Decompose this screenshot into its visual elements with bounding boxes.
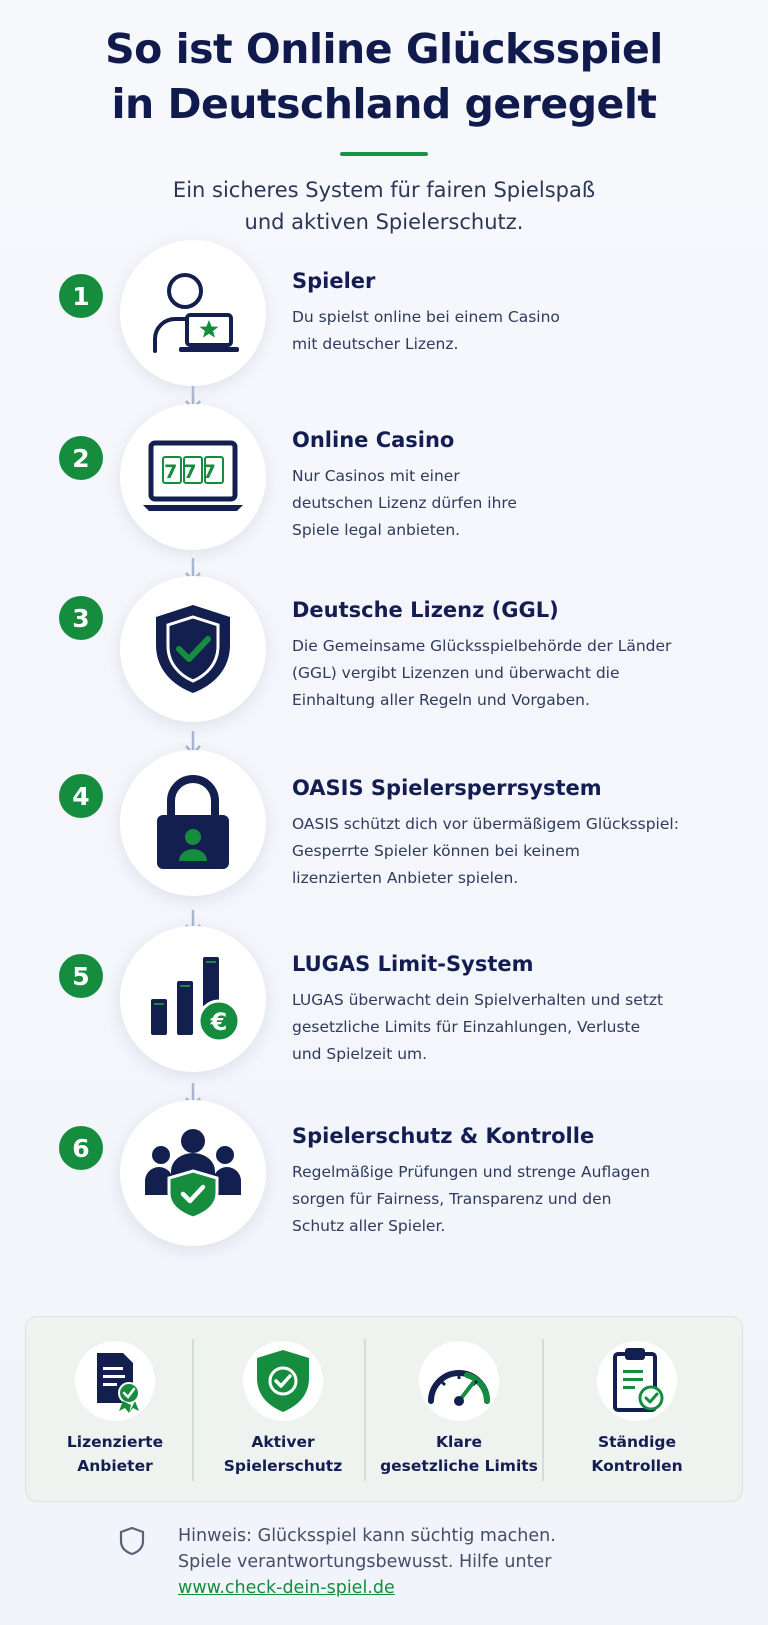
title-line-2: in Deutschland geregelt <box>111 80 657 128</box>
licensed-document-icon <box>75 1341 155 1421</box>
euro-symbol: € <box>210 1008 228 1036</box>
step-number-badge: 3 <box>59 596 103 640</box>
step-number-badge: 4 <box>59 774 103 818</box>
speedometer-icon <box>419 1341 499 1421</box>
step-number-badge: 5 <box>59 954 103 998</box>
step-oasis <box>0 748 768 908</box>
step-title: Spieler <box>292 269 376 293</box>
group-shield-icon <box>120 1100 266 1246</box>
step-title: Online Casino <box>292 428 455 452</box>
step-lugas <box>0 926 768 1086</box>
help-link[interactable]: www.check-dein-spiel.de <box>178 1578 395 1598</box>
step-title: OASIS Spielersperrsystem <box>292 776 602 800</box>
step-description: Nur Casinos mit einer deutschen Lizenz dürfen ihre Spiele legal anbieten. <box>292 467 517 539</box>
notice-line-2: Spiele verantwortungsbewusst. Hilfe unter <box>178 1552 552 1572</box>
player-laptop-icon <box>120 240 266 386</box>
subtitle-line-2: und aktiven Spielerschutz. <box>244 210 524 234</box>
step-title: Deutsche Lizenz (GGL) <box>292 598 559 622</box>
notice-line-1: Hinweis: Glücksspiel kann süchtig machen. <box>178 1526 556 1546</box>
feature-label: Aktiver Spielerschutz <box>223 1433 343 1475</box>
feature-label: Ständige Kontrollen <box>591 1433 683 1475</box>
step-title: Spielerschutz & Kontrolle <box>292 1124 595 1148</box>
step-description: Du spielst online bei einem Casino mit deutscher Lizenz. <box>292 308 560 353</box>
step-description: OASIS schützt dich vor übermäßigem Glücksspiel: Gesperrte Spieler können bei keinem lizenzierten Anbieter spielen. <box>292 815 679 887</box>
feature-label: Klare gesetzliche Limits <box>380 1433 538 1475</box>
feature-constant-controls <box>548 1317 726 1503</box>
bar-chart-euro-icon <box>120 926 266 1072</box>
step-german-license <box>0 574 768 734</box>
step-number-badge: 1 <box>59 274 103 318</box>
features-panel <box>25 1316 743 1502</box>
feature-divider <box>364 1339 366 1481</box>
shield-check-icon <box>243 1341 323 1421</box>
step-title: LUGAS Limit-System <box>292 952 534 976</box>
feature-licensed-providers <box>26 1317 204 1503</box>
subtitle-line-1: Ein sicheres System für fairen Spielspaß <box>172 178 596 202</box>
step-online-casino <box>0 402 768 562</box>
padlock-user-icon <box>120 750 266 896</box>
title-underline <box>340 152 428 156</box>
title-line-1: So ist Online Glücksspiel <box>105 25 663 73</box>
step-number-badge: 6 <box>59 1126 103 1170</box>
step-description: Die Gemeinsame Glücksspielbehörde der Länder (GGL) vergibt Lizenzen und überwacht die Einhaltung aller Regeln und Vorgaben. <box>292 637 672 709</box>
page-subtitle <box>0 174 768 238</box>
feature-clear-limits <box>370 1317 548 1503</box>
step-number-badge: 2 <box>59 436 103 480</box>
feature-label: Lizenzierte Anbieter <box>66 1433 164 1475</box>
feature-active-protection <box>194 1317 372 1503</box>
shield-check-icon <box>120 576 266 722</box>
page-title <box>0 22 768 132</box>
step-description: LUGAS überwacht dein Spielverhalten und setzt gesetzliche Limits für Einzahlungen, Verluste und Spielzeit um. <box>292 991 664 1063</box>
slot-laptop-icon <box>120 404 266 550</box>
slot-digits: 777 <box>164 461 222 483</box>
shield-outline-icon <box>118 1526 146 1556</box>
step-player-protection <box>0 1098 768 1258</box>
step-player <box>0 238 768 398</box>
responsible-gambling-notice <box>178 1523 698 1601</box>
feature-divider <box>542 1339 544 1481</box>
clipboard-check-icon <box>597 1341 677 1421</box>
step-description: Regelmäßige Prüfungen und strenge Auflagen sorgen für Fairness, Transparenz und den Schutz aller Spieler. <box>292 1163 650 1235</box>
